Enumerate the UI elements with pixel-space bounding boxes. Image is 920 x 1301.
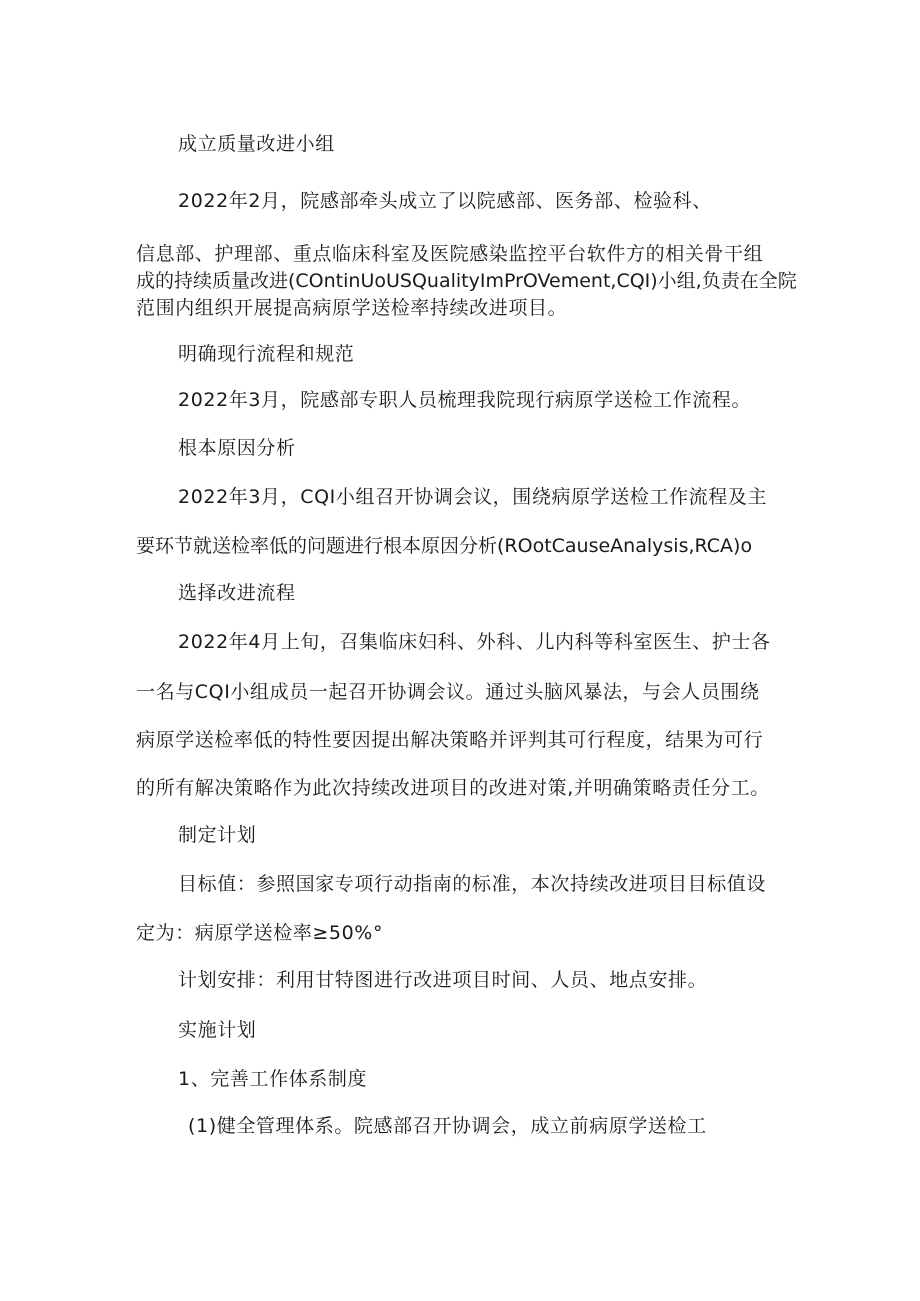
- paragraph-line: 目标值：参照国家专项行动指南的标准，本次持续改进项目目标值设: [178, 873, 767, 895]
- heading-implement-plan: 实施计划: [178, 1019, 257, 1041]
- heading-select-process: 选择改进流程: [178, 582, 296, 604]
- paragraph-line: 信息部、护理部、重点临床科室及医院感染监控平台软件方的相关骨干组: [136, 243, 764, 265]
- paragraph-line: 2022年4月上旬，召集临床妇科、外科、儿内科等科室医生、护士各: [178, 631, 771, 653]
- paragraph-line: (1)健全管理体系。院感部召开协调会，成立前病原学送检工: [188, 1115, 707, 1137]
- paragraph-line: 2022年3月，院感部专职人员梳理我院现行病原学送检工作流程。: [178, 389, 752, 411]
- paragraph-line: 定为：病原学送检率≥50%°: [136, 922, 384, 944]
- paragraph-line: 计划安排：利用甘特图进行改进项目时间、人员、地点安排。: [178, 969, 708, 991]
- subheading-improve-system: 1、完善工作体系制度: [178, 1068, 368, 1090]
- heading-establish-group: 成立质量改进小组: [178, 133, 335, 155]
- heading-clarify-process: 明确现行流程和规范: [178, 343, 355, 365]
- heading-make-plan: 制定计划: [178, 824, 257, 846]
- paragraph-line: 2022年2月，院感部牵头成立了以院感部、医务部、检验科、: [178, 190, 712, 212]
- paragraph-line: 2022年3月，CQI小组召开协调会议，围绕病原学送检工作流程及主: [178, 486, 768, 508]
- heading-root-cause-analysis: 根本原因分析: [178, 437, 296, 459]
- paragraph-line: 病原学送检率低的特性要因提出解决策略并评判其可行程度，结果为可行: [136, 729, 764, 751]
- paragraph-line: 一名与CQI小组成员一起召开协调会议。通过头脑风暴法，与会人员围绕: [136, 681, 760, 703]
- paragraph-line: 要环节就送检率低的问题进行根本原因分析(ROotCauseAnalysis,RCA)o: [136, 535, 753, 557]
- paragraph-line: 成的持续质量改进(COntinUoUSQualityImPrOVement,CQI)小组,负责在全院: [136, 270, 797, 292]
- paragraph-line: 的所有解决策略作为此次持续改进项目的改进对策,并明确策略责任分工。: [136, 777, 770, 799]
- paragraph-line: 范围内组织开展提高病原学送检率持续改进项目。: [136, 297, 568, 319]
